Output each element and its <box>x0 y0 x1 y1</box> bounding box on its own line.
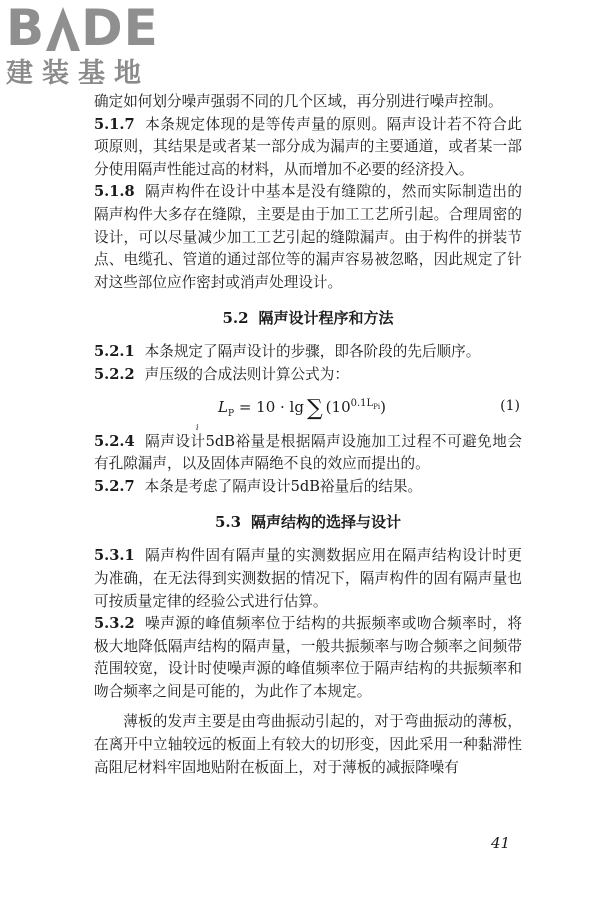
formula-exponent <box>351 398 381 409</box>
formula-exponent-sub: Pi <box>373 402 381 411</box>
clause-number: 5.1.8 <box>94 183 135 201</box>
section-heading-5-2 <box>94 307 522 329</box>
clause-5-3-2 <box>94 613 522 703</box>
clause-text: 隔声构件在设计中基本是没有缝隙的，然而实际制造出的隔声构件大多存在缝隙，主要是由于加工工艺所引起。合理周密的设计，可以尽量减少加工工艺引起的缝隙漏声。由于构件的拼装节点、电缆孔、管道的通过部位等的漏声容易被忽略，因此规定了针对这些部位应作密封或消声处理设计。 <box>94 183 522 291</box>
section-title: 隔声设计程序和方法 <box>258 309 394 328</box>
clause-text: 隔声构件固有隔声量的实测数据应用在隔声结构设计时更为准确，在无法得到实测数据的情况下，隔声构件的固有隔声量也可按质量定律的经验公式进行估算。 <box>94 547 522 610</box>
formula-lhs: L <box>218 397 228 416</box>
clause-5-2-2 <box>94 364 522 387</box>
logo-a-glyph-icon <box>46 7 80 51</box>
clause-number: 5.2.2 <box>94 365 135 383</box>
formula-close: ) <box>380 397 386 416</box>
clause-text: 噪声源的峰值频率位于结构的共振频率或吻合频率时，将极大地降低隔声结构的隔声量，一般共振频率与吻合频率之间频带范围较宽，设计时使噪声源的峰值频率位于隔声结构的共振频率和吻合频率之间是可能的，为此作了本规定。 <box>94 615 522 700</box>
clause-5-1-7 <box>94 114 522 182</box>
clause-text: 本条规定了隔声设计的步骤，即各阶段的先后顺序。 <box>144 343 481 361</box>
clause-number: 5.2.1 <box>94 343 135 361</box>
section-number: 5.3 <box>214 513 242 532</box>
clause-text: 隔声设计5dB裕量是根据隔声设施加工过程不可避免地会有孔隙漏声，以及固体声隔绝不良的效应而提出的。 <box>94 432 522 473</box>
logo-wordmark-text-tail: DE <box>81 0 159 57</box>
clause-number: 5.2.4 <box>94 432 135 450</box>
formula-equals: = 10 · lg <box>238 397 304 416</box>
section-heading-5-3 <box>94 511 522 533</box>
logo-wordmark-text: B <box>6 0 46 57</box>
clause-5-3-1 <box>94 545 522 613</box>
formula-term: (10 <box>325 397 351 416</box>
page-number: 41 <box>491 834 511 852</box>
bade-logo <box>6 2 186 94</box>
clause-number: 5.3.2 <box>94 615 135 633</box>
clause-5-2-7 <box>94 476 522 499</box>
formula-sum-index: i <box>196 422 199 432</box>
clause-number: 5.1.7 <box>94 115 135 133</box>
formula-expression <box>218 393 386 426</box>
clause-text: 声压级的合成法则计算公式为： <box>144 365 349 383</box>
clause-number: 5.2.7 <box>94 477 135 495</box>
text-line-continued: 确定如何划分噪声强弱不同的几个区域，再分别进行噪声控制。 <box>94 93 503 110</box>
clause-5-1-8 <box>94 181 522 294</box>
paragraph-thin-plate: 薄板的发声主要是由弯曲振动引起的，对于弯曲振动的薄板，在离开中立轴较远的板面上有较大的切形变，因此采用一种黏滞性高阻尼材料牢固地贴附在板面上，对于薄板的减振降噪有 <box>94 713 522 776</box>
clause-5-2-4 <box>94 431 522 476</box>
section-title: 隔声结构的选择与设计 <box>251 513 402 532</box>
clause-text: 本条规定体现的是等传声量的原则。隔声设计若不符合此项原则，其结果是或者某一部分成为漏声的主要通道，或者某一部分使用隔声性能过高的材料，从而增加不必要的经济投入。 <box>94 115 522 178</box>
logo-wordmark <box>6 0 186 57</box>
formula-exponent-main: 0.1L <box>350 397 374 409</box>
clause-5-2-1 <box>94 341 522 364</box>
sound-level-formula <box>94 389 522 432</box>
document-body <box>94 91 522 779</box>
clause-text: 本条是考虑了隔声设计5dB裕量后的结果。 <box>144 477 423 495</box>
clause-number: 5.3.1 <box>94 547 135 565</box>
equation-label: (1) <box>500 397 520 414</box>
logo-chinese-name: 建装基地 <box>6 58 150 89</box>
formula-lhs-sub: P <box>227 408 235 419</box>
section-number: 5.2 <box>222 309 249 328</box>
sum-symbol-icon: ∑ <box>306 395 323 421</box>
